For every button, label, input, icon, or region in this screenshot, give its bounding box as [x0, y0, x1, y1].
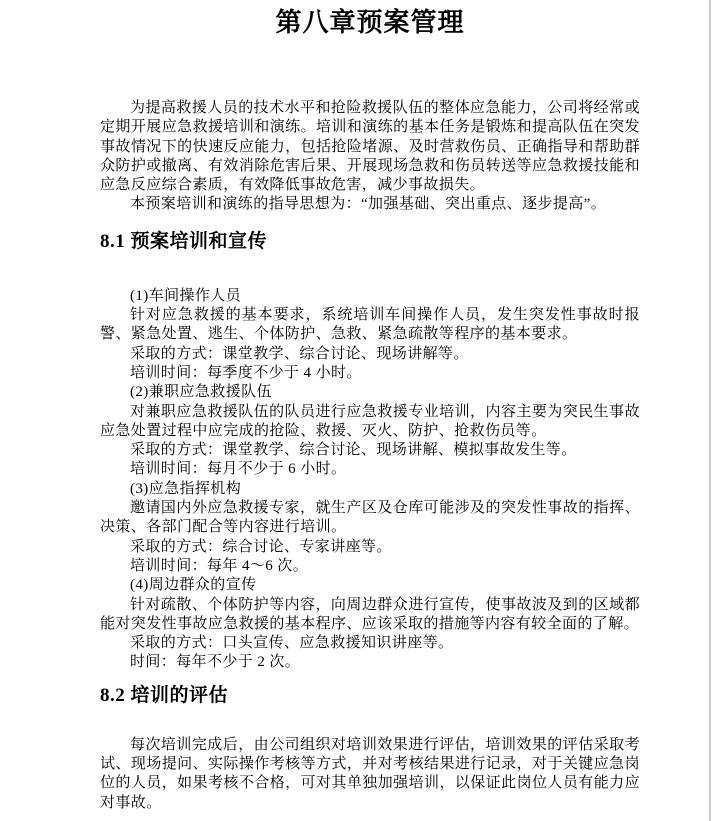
list-item-1-description: 针对应急救援的基本要求，系统培训车间操作人员，发生突发性事故时报警、紧急处置、逃生、个体防护、急救、紧急疏散等程序的基本要求。	[100, 307, 640, 343]
section-heading-8-2: 8.2 培训的评估	[100, 684, 229, 706]
list-item-4-description: 针对疏散、个体防护等内容，向周边群众进行宣传，使事故波及到的区域都能对突发性事故应急救援的基本程序、应该采取的措施等内容有较全面的了解。	[100, 596, 640, 632]
list-item-2-title: (2)兼职应急救援队伍	[130, 384, 272, 401]
list-item-3-title: (3)应急指挥机构	[130, 480, 242, 497]
page-right-edge-line	[709, 0, 711, 821]
list-item-4-title: (4)周边群众的宣传	[130, 577, 257, 594]
list-item-2-method: 采取的方式：课堂教学、综合讨论、现场讲解、模拟事故发生等。	[130, 442, 577, 459]
list-item-3-schedule: 培训时间：每年 4～6 次。	[130, 557, 309, 574]
chapter-title: 第八章预案管理	[275, 8, 465, 37]
list-item-3-description: 邀请国内外应急救援专家，就生产区及仓库可能涉及的突发性事故的指挥、决策、各部门配合等内容进行培训。	[100, 500, 640, 536]
intro-paragraph-2: 本预案培训和演练的指导思想为：“加强基础、突出重点、逐步提高”。	[130, 196, 607, 213]
section-heading-8-1: 8.1 预案培训和宣传	[100, 230, 268, 252]
list-item-4-method: 采取的方式：口头宣传、应急救援知识讲座等。	[130, 635, 454, 652]
list-item-2-description: 对兼职应急救援队伍的队员进行应急救援专业培训，内容主要为突民生事故应急处置过程中应完成的抢险、救援、灭火、防护、抢救伤员等。	[100, 403, 640, 439]
evaluation-paragraph: 每次培训完成后，由公司组织对培训效果进行评估，培训效果的评估采取考试、现场提问、实际操作考核等方式，并对考核结果进行记录，对于关键应急岗位的人员，如果考核不合格，可对其单独加强培训，以保证此岗位人员有能力应对事故。	[100, 736, 640, 811]
intro-paragraph-1: 为提高救援人员的技术水平和抢险救援队伍的整体应急能力，公司将经常或定期开展应急救援培训和演练。培训和演练的基本任务是锻炼和提高队伍在突发事故情况下的快速反应能力，包括抢险堵源、及时营救伤员、正确指导和帮助群众防护或撤离、有效消除危害后果、开展现场急救和伤员转送等应急救援技能和应急反应综合素质，有效降低事故危害，减少事故损失。	[100, 100, 640, 194]
list-item-3-method: 采取的方式：综合讨论、专家讲座等。	[130, 538, 392, 555]
list-item-1-method: 采取的方式：课堂教学、综合讨论、现场讲解等。	[130, 345, 469, 362]
list-item-2-schedule: 培训时间：每月不少于 6 小时。	[130, 461, 347, 478]
list-item-1-title: (1)车间操作人员	[130, 287, 242, 304]
list-item-1-schedule: 培训时间：每季度不少于 4 小时。	[130, 364, 362, 381]
list-item-4-schedule: 时间：每年不少于 2 次。	[130, 654, 301, 671]
